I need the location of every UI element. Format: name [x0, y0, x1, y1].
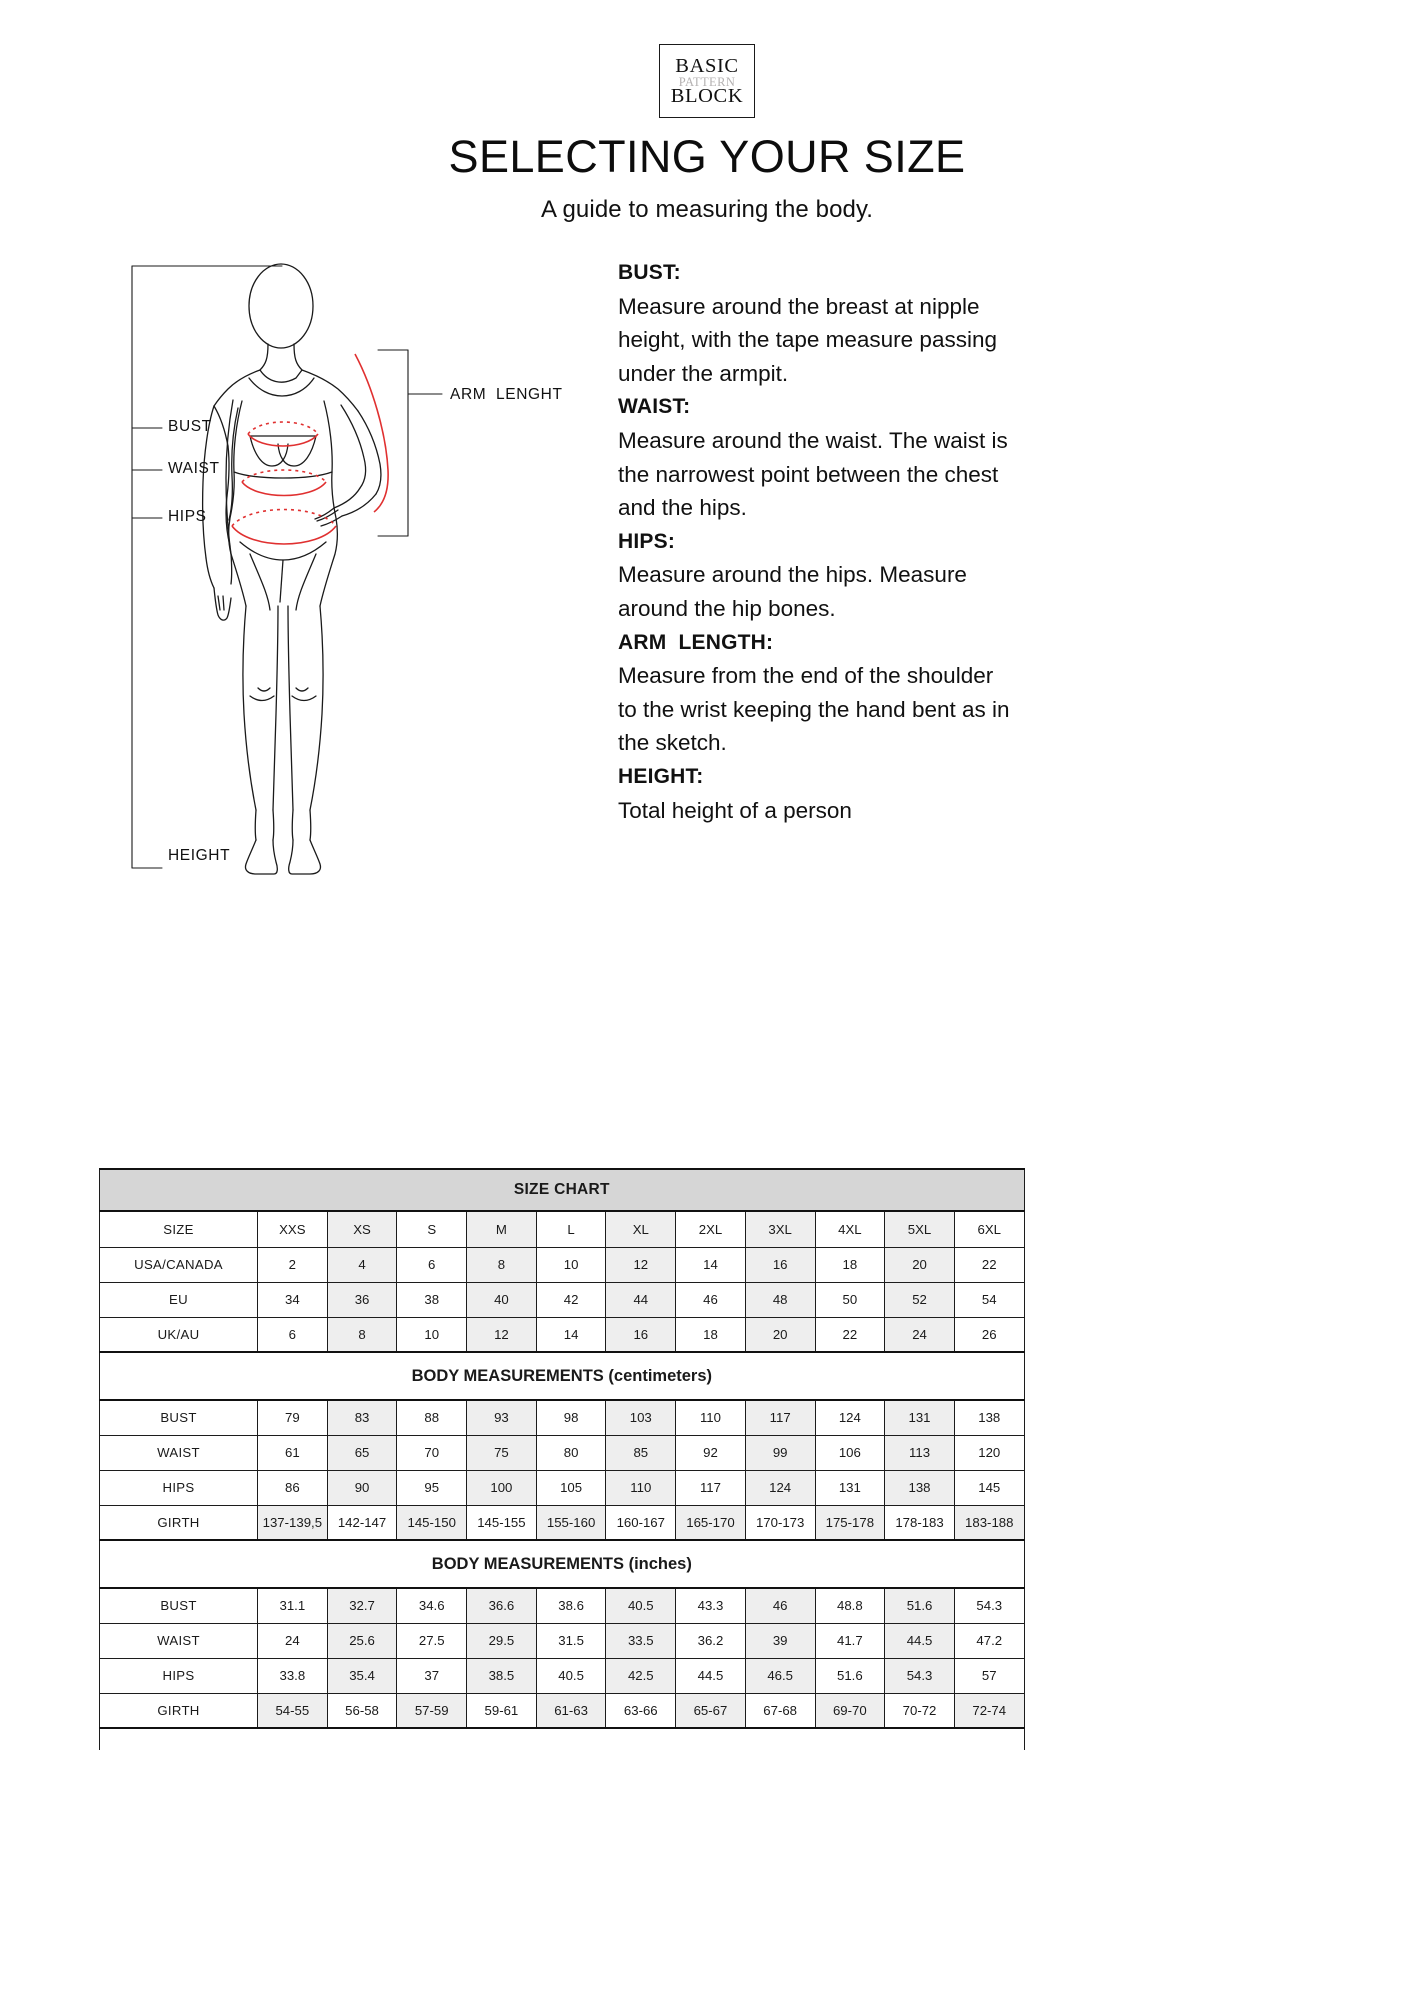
table-cell: 8 — [467, 1247, 537, 1282]
header-cell-3XL: 3XL — [745, 1211, 815, 1247]
brand-logo — [0, 44, 1414, 118]
table-cell: 18 — [815, 1247, 885, 1282]
rowlabel-USA/CANADA: USA/CANADA — [100, 1247, 258, 1282]
table-cell: 50 — [815, 1282, 885, 1317]
table-cell: 26 — [954, 1317, 1024, 1352]
table-cell: 42 — [536, 1282, 606, 1317]
rowlabel-in-HIPS: HIPS — [100, 1658, 258, 1693]
table-cell: 24 — [258, 1623, 328, 1658]
table-cell: 131 — [815, 1470, 885, 1505]
table-cell: 145-155 — [467, 1505, 537, 1540]
table-row — [100, 1282, 1025, 1317]
table-cell: 145-150 — [397, 1505, 467, 1540]
table-cell: 46.5 — [745, 1658, 815, 1693]
table-cell: 34.6 — [397, 1588, 467, 1623]
table-row — [100, 1588, 1025, 1623]
table-cell: 14 — [676, 1247, 746, 1282]
table-cell: 48 — [745, 1282, 815, 1317]
table-cell: 138 — [885, 1470, 955, 1505]
header-cell-XXS: XXS — [258, 1211, 328, 1247]
table-cell: 54.3 — [954, 1588, 1024, 1623]
table-cell: 40.5 — [536, 1658, 606, 1693]
header-cell-M: M — [467, 1211, 537, 1247]
header-cell-4XL: 4XL — [815, 1211, 885, 1247]
logo-line-block: BLOCK — [670, 85, 744, 108]
table-row — [100, 1470, 1025, 1505]
table-cell: 92 — [676, 1435, 746, 1470]
table-cell: 44.5 — [885, 1623, 955, 1658]
header-cell-2XL: 2XL — [676, 1211, 746, 1247]
table-cell: 103 — [606, 1400, 676, 1435]
diagram-label-height: HEIGHT — [168, 847, 231, 864]
table-cell: 14 — [536, 1317, 606, 1352]
table-cell: 175-178 — [815, 1505, 885, 1540]
table-cell: 33.5 — [606, 1623, 676, 1658]
section-header-cm: BODY MEASUREMENTS (centimeters) — [100, 1352, 1025, 1400]
table-cell: 6 — [258, 1317, 328, 1352]
rowlabel-in-WAIST: WAIST — [100, 1623, 258, 1658]
table-row — [100, 1658, 1025, 1693]
waist-measure-solid — [242, 482, 326, 496]
table-cell: 138 — [954, 1400, 1024, 1435]
table-cell: 42.5 — [606, 1658, 676, 1693]
table-cell: 10 — [397, 1317, 467, 1352]
rowlabel-in-GIRTH: GIRTH — [100, 1693, 258, 1728]
table-cell: 88 — [397, 1400, 467, 1435]
logo-line-basic: BASIC — [675, 55, 739, 78]
table-cell: 36 — [327, 1282, 397, 1317]
table-cell: 41.7 — [815, 1623, 885, 1658]
table-cell: 170-173 — [745, 1505, 815, 1540]
table-cell: 54-55 — [258, 1693, 328, 1728]
table-cell: 12 — [606, 1247, 676, 1282]
table-cell: 61-63 — [536, 1693, 606, 1728]
page-title: SELECTING YOUR SIZE — [448, 131, 966, 182]
table-cell: 44 — [606, 1282, 676, 1317]
table-cell: 36.2 — [676, 1623, 746, 1658]
table-cell: 99 — [745, 1435, 815, 1470]
table-cell: 142-147 — [327, 1505, 397, 1540]
table-cell: 93 — [467, 1400, 537, 1435]
table-cell: 16 — [745, 1247, 815, 1282]
instruction-term-0: BUST: — [618, 261, 681, 284]
table-cell: 4 — [327, 1247, 397, 1282]
table-cell: 65 — [327, 1435, 397, 1470]
table-cell: 46 — [745, 1588, 815, 1623]
table-cell: 124 — [745, 1470, 815, 1505]
table-cell: 70-72 — [885, 1693, 955, 1728]
table-cell: 137-139,5 — [258, 1505, 328, 1540]
table-cell: 18 — [676, 1317, 746, 1352]
measurement-instructions — [618, 256, 1018, 827]
table-cell: 38.6 — [536, 1588, 606, 1623]
table-cell: 37 — [397, 1658, 467, 1693]
table-row — [100, 1728, 1025, 1750]
table-cell: 52 — [885, 1282, 955, 1317]
bust-measure-dashed — [248, 422, 318, 434]
table-cell: 117 — [745, 1400, 815, 1435]
instruction-term-2: HIPS: — [618, 529, 676, 553]
table-cell: 117 — [676, 1470, 746, 1505]
table-cell: 113 — [885, 1435, 955, 1470]
table-cell: 124 — [815, 1400, 885, 1435]
table-row — [100, 1435, 1025, 1470]
instruction-desc-2: Measure around the hips. Measure around the hip bones. — [618, 562, 967, 621]
rowlabel-in-BUST: BUST — [100, 1588, 258, 1623]
table-cell: 20 — [745, 1317, 815, 1352]
table-cell: 61 — [258, 1435, 328, 1470]
instruction-term-3: ARM LENGTH: — [618, 630, 774, 654]
table-cell: 27.5 — [397, 1623, 467, 1658]
table-cell: 43.3 — [676, 1588, 746, 1623]
table-cell: 95 — [397, 1470, 467, 1505]
table-row — [100, 1169, 1025, 1211]
rowlabel-EU: EU — [100, 1282, 258, 1317]
logo-box — [659, 44, 755, 118]
table-cell: 31.1 — [258, 1588, 328, 1623]
logo-line-pattern: PATTERN — [678, 74, 736, 89]
table-cell: 63-66 — [606, 1693, 676, 1728]
table-cell: 98 — [536, 1400, 606, 1435]
table-row — [100, 1505, 1025, 1540]
header-cell-XL: XL — [606, 1211, 676, 1247]
table-cell: 85 — [606, 1435, 676, 1470]
body-figure-svg — [110, 258, 600, 888]
table-cell: 72-74 — [954, 1693, 1024, 1728]
table-cell: 79 — [258, 1400, 328, 1435]
table-cell: 155-160 — [536, 1505, 606, 1540]
table-cell: 183-188 — [954, 1505, 1024, 1540]
table-cell: 131 — [885, 1400, 955, 1435]
table-cell: 46 — [676, 1282, 746, 1317]
header-cell-XS: XS — [327, 1211, 397, 1247]
table-cell: 44.5 — [676, 1658, 746, 1693]
table-cell: 59-61 — [467, 1693, 537, 1728]
table-cell: 10 — [536, 1247, 606, 1282]
page-subtitle: A guide to measuring the body. — [540, 196, 874, 223]
table-cell: 6 — [397, 1247, 467, 1282]
table-cell: 40.5 — [606, 1588, 676, 1623]
table-cell: 165-170 — [676, 1505, 746, 1540]
table-cell: 48.8 — [815, 1588, 885, 1623]
table-cell: 65-67 — [676, 1693, 746, 1728]
instruction-desc-3: Measure from the end of the shoulder to the wrist keeping the hand bent as in the sketch. — [618, 663, 1010, 756]
table-cell: 33.8 — [258, 1658, 328, 1693]
table-cell: 105 — [536, 1470, 606, 1505]
header-cell-L: L — [536, 1211, 606, 1247]
hips-measure-solid — [232, 526, 336, 544]
table-cell: 51.6 — [885, 1588, 955, 1623]
table-cell — [100, 1728, 1025, 1750]
diagram-label-bust: BUST — [168, 418, 212, 435]
header-cell-size: SIZE — [100, 1211, 258, 1247]
instruction-desc-0: Measure around the breast at nipple height, with the tape measure passing under the armpit. — [618, 293, 997, 386]
rowlabel-cm-GIRTH: GIRTH — [100, 1505, 258, 1540]
hips-measure-dashed — [232, 510, 336, 527]
table-cell: 8 — [327, 1317, 397, 1352]
diagram-label-hips: HIPS — [168, 508, 207, 525]
table-cell: 38 — [397, 1282, 467, 1317]
table-cell: 25.6 — [327, 1623, 397, 1658]
table-cell: 16 — [606, 1317, 676, 1352]
header-cell-5XL: 5XL — [885, 1211, 955, 1247]
table-cell: 31.5 — [536, 1623, 606, 1658]
table-cell: 20 — [885, 1247, 955, 1282]
instruction-desc-4: Total height of a person — [618, 797, 852, 823]
rowlabel-cm-BUST: BUST — [100, 1400, 258, 1435]
measurement-diagram — [110, 258, 600, 888]
table-cell: 86 — [258, 1470, 328, 1505]
table-row — [100, 1211, 1025, 1247]
table-row — [100, 1693, 1025, 1728]
table-cell: 24 — [885, 1317, 955, 1352]
table-row — [100, 1623, 1025, 1658]
table-cell: 22 — [815, 1317, 885, 1352]
table-cell: 110 — [606, 1470, 676, 1505]
instruction-term-1: WAIST: — [618, 395, 691, 419]
header-cell-6XL: 6XL — [954, 1211, 1024, 1247]
section-header-in: BODY MEASUREMENTS (inches) — [100, 1540, 1025, 1588]
table-cell: 178-183 — [885, 1505, 955, 1540]
rowlabel-cm-HIPS: HIPS — [100, 1470, 258, 1505]
size-chart-table — [99, 1168, 1025, 1750]
table-cell: 100 — [467, 1470, 537, 1505]
size-chart-banner: SIZE CHART — [100, 1169, 1025, 1211]
table-cell: 90 — [327, 1470, 397, 1505]
table-cell: 145 — [954, 1470, 1024, 1505]
table-cell: 38.5 — [467, 1658, 537, 1693]
table-cell: 75 — [467, 1435, 537, 1470]
table-cell: 110 — [676, 1400, 746, 1435]
table-row — [100, 1352, 1025, 1400]
table-row — [100, 1540, 1025, 1588]
rowlabel-UK/AU: UK/AU — [100, 1317, 258, 1352]
table-cell: 80 — [536, 1435, 606, 1470]
table-cell: 47.2 — [954, 1623, 1024, 1658]
table-row — [100, 1247, 1025, 1282]
table-cell: 56-58 — [327, 1693, 397, 1728]
table-cell: 57 — [954, 1658, 1024, 1693]
table-cell: 120 — [954, 1435, 1024, 1470]
instruction-term-4: HEIGHT: — [618, 764, 704, 788]
table-cell: 35.4 — [327, 1658, 397, 1693]
table-cell: 54.3 — [885, 1658, 955, 1693]
table-cell: 36.6 — [467, 1588, 537, 1623]
diagram-label-arm-length: ARM LENGHT — [450, 386, 563, 403]
table-cell: 22 — [954, 1247, 1024, 1282]
table-cell: 106 — [815, 1435, 885, 1470]
table-cell: 67-68 — [745, 1693, 815, 1728]
table-cell: 29.5 — [467, 1623, 537, 1658]
size-chart-table-wrap — [99, 1168, 1024, 1750]
table-cell: 160-167 — [606, 1505, 676, 1540]
table-cell: 32.7 — [327, 1588, 397, 1623]
instruction-desc-1: Measure around the waist. The waist is the narrowest point between the chest and the hips. — [618, 427, 1008, 521]
table-cell: 40 — [467, 1282, 537, 1317]
table-cell: 34 — [258, 1282, 328, 1317]
table-cell: 2 — [258, 1247, 328, 1282]
table-cell: 39 — [745, 1623, 815, 1658]
table-row — [100, 1317, 1025, 1352]
table-row — [100, 1400, 1025, 1435]
table-cell: 51.6 — [815, 1658, 885, 1693]
table-cell: 70 — [397, 1435, 467, 1470]
table-cell: 69-70 — [815, 1693, 885, 1728]
table-cell: 54 — [954, 1282, 1024, 1317]
diagram-label-waist: WAIST — [168, 460, 220, 477]
header-cell-S: S — [397, 1211, 467, 1247]
table-cell: 83 — [327, 1400, 397, 1435]
rowlabel-cm-WAIST: WAIST — [100, 1435, 258, 1470]
table-cell: 57-59 — [397, 1693, 467, 1728]
table-cell: 12 — [467, 1317, 537, 1352]
